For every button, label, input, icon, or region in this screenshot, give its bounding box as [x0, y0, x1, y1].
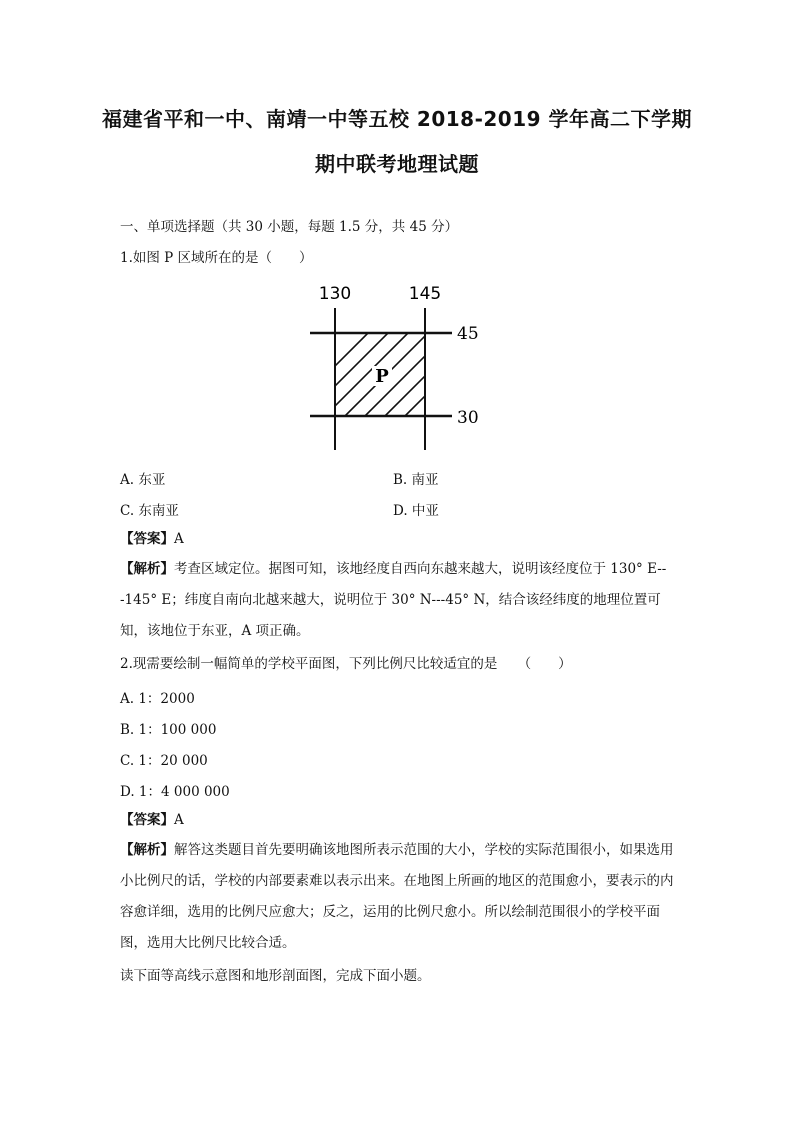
- analysis-tag: 【解析】: [120, 561, 174, 577]
- analysis-tag: 【解析】: [120, 842, 174, 858]
- question-1-option-c: C. 东南亚: [120, 503, 179, 519]
- latitude-label-top: 45: [457, 324, 479, 344]
- latitude-longitude-grid-figure: [300, 278, 500, 458]
- question-1-stem: 1.如图 P 区域所在的是（ ）: [120, 250, 313, 266]
- longitude-label-right: 145: [408, 284, 442, 304]
- question-2-analysis: [120, 835, 680, 959]
- analysis-text: 考查区域定位。据图可知，该地经度自西向东越来越大，说明该经度位于 130° E---145° E；纬度自南向北越来越大，说明位于 30° N---45° N，结合该经纬度的地理位置可知，该地位于东亚，A 项正确。: [120, 561, 667, 639]
- latitude-label-bottom: 30: [457, 408, 479, 428]
- question-2-stem: 2.现需要绘制一幅简单的学校平面图，下列比例尺比较适宜的是 （ ）: [120, 656, 572, 672]
- question-2-option-a: A. 1：2000: [120, 691, 195, 707]
- question-1-option-d: D. 中亚: [393, 503, 439, 519]
- answer-tag: 【答案】: [120, 531, 174, 547]
- longitude-label-left: 130: [318, 284, 352, 304]
- answer-value: A: [174, 531, 184, 547]
- question-1-analysis: [120, 554, 680, 647]
- answer-value: A: [174, 812, 184, 828]
- analysis-text: 解答这类题目首先要明确该地图所表示范围的大小，学校的实际范围很小，如果选用小比例尺的话，学校的内部要素难以表示出来。在地图上所画的地区的范围愈小，要表示的内容愈详细，选用的比例尺应愈大；反之，运用的比例尺愈小。所以绘制范围很小的学校平面图，选用大比例尺比较合适。: [120, 842, 674, 951]
- question-2-answer: [120, 811, 184, 829]
- question-1-answer: [120, 530, 184, 548]
- question-2-option-b: B. 1：100 000: [120, 722, 217, 738]
- next-section-intro: 读下面等高线示意图和地形剖面图，完成下面小题。: [120, 968, 431, 984]
- title-line-1: 福建省平和一中、南靖一中等五校 2018-2019 学年高二下学期: [101, 107, 693, 131]
- question-1-option-a: A. 东亚: [120, 472, 166, 488]
- region-hatching: [300, 333, 488, 416]
- region-label-p: P: [375, 366, 389, 387]
- question-1-option-b: B. 南亚: [393, 472, 439, 488]
- answer-tag: 【答案】: [120, 812, 174, 828]
- question-2-option-d: D. 1：4 000 000: [120, 784, 230, 800]
- section-heading: 一、单项选择题（共 30 小题，每题 1.5 分，共 45 分）: [120, 219, 459, 235]
- title-line-2: 期中联考地理试题: [315, 152, 479, 176]
- question-2-option-c: C. 1：20 000: [120, 753, 208, 769]
